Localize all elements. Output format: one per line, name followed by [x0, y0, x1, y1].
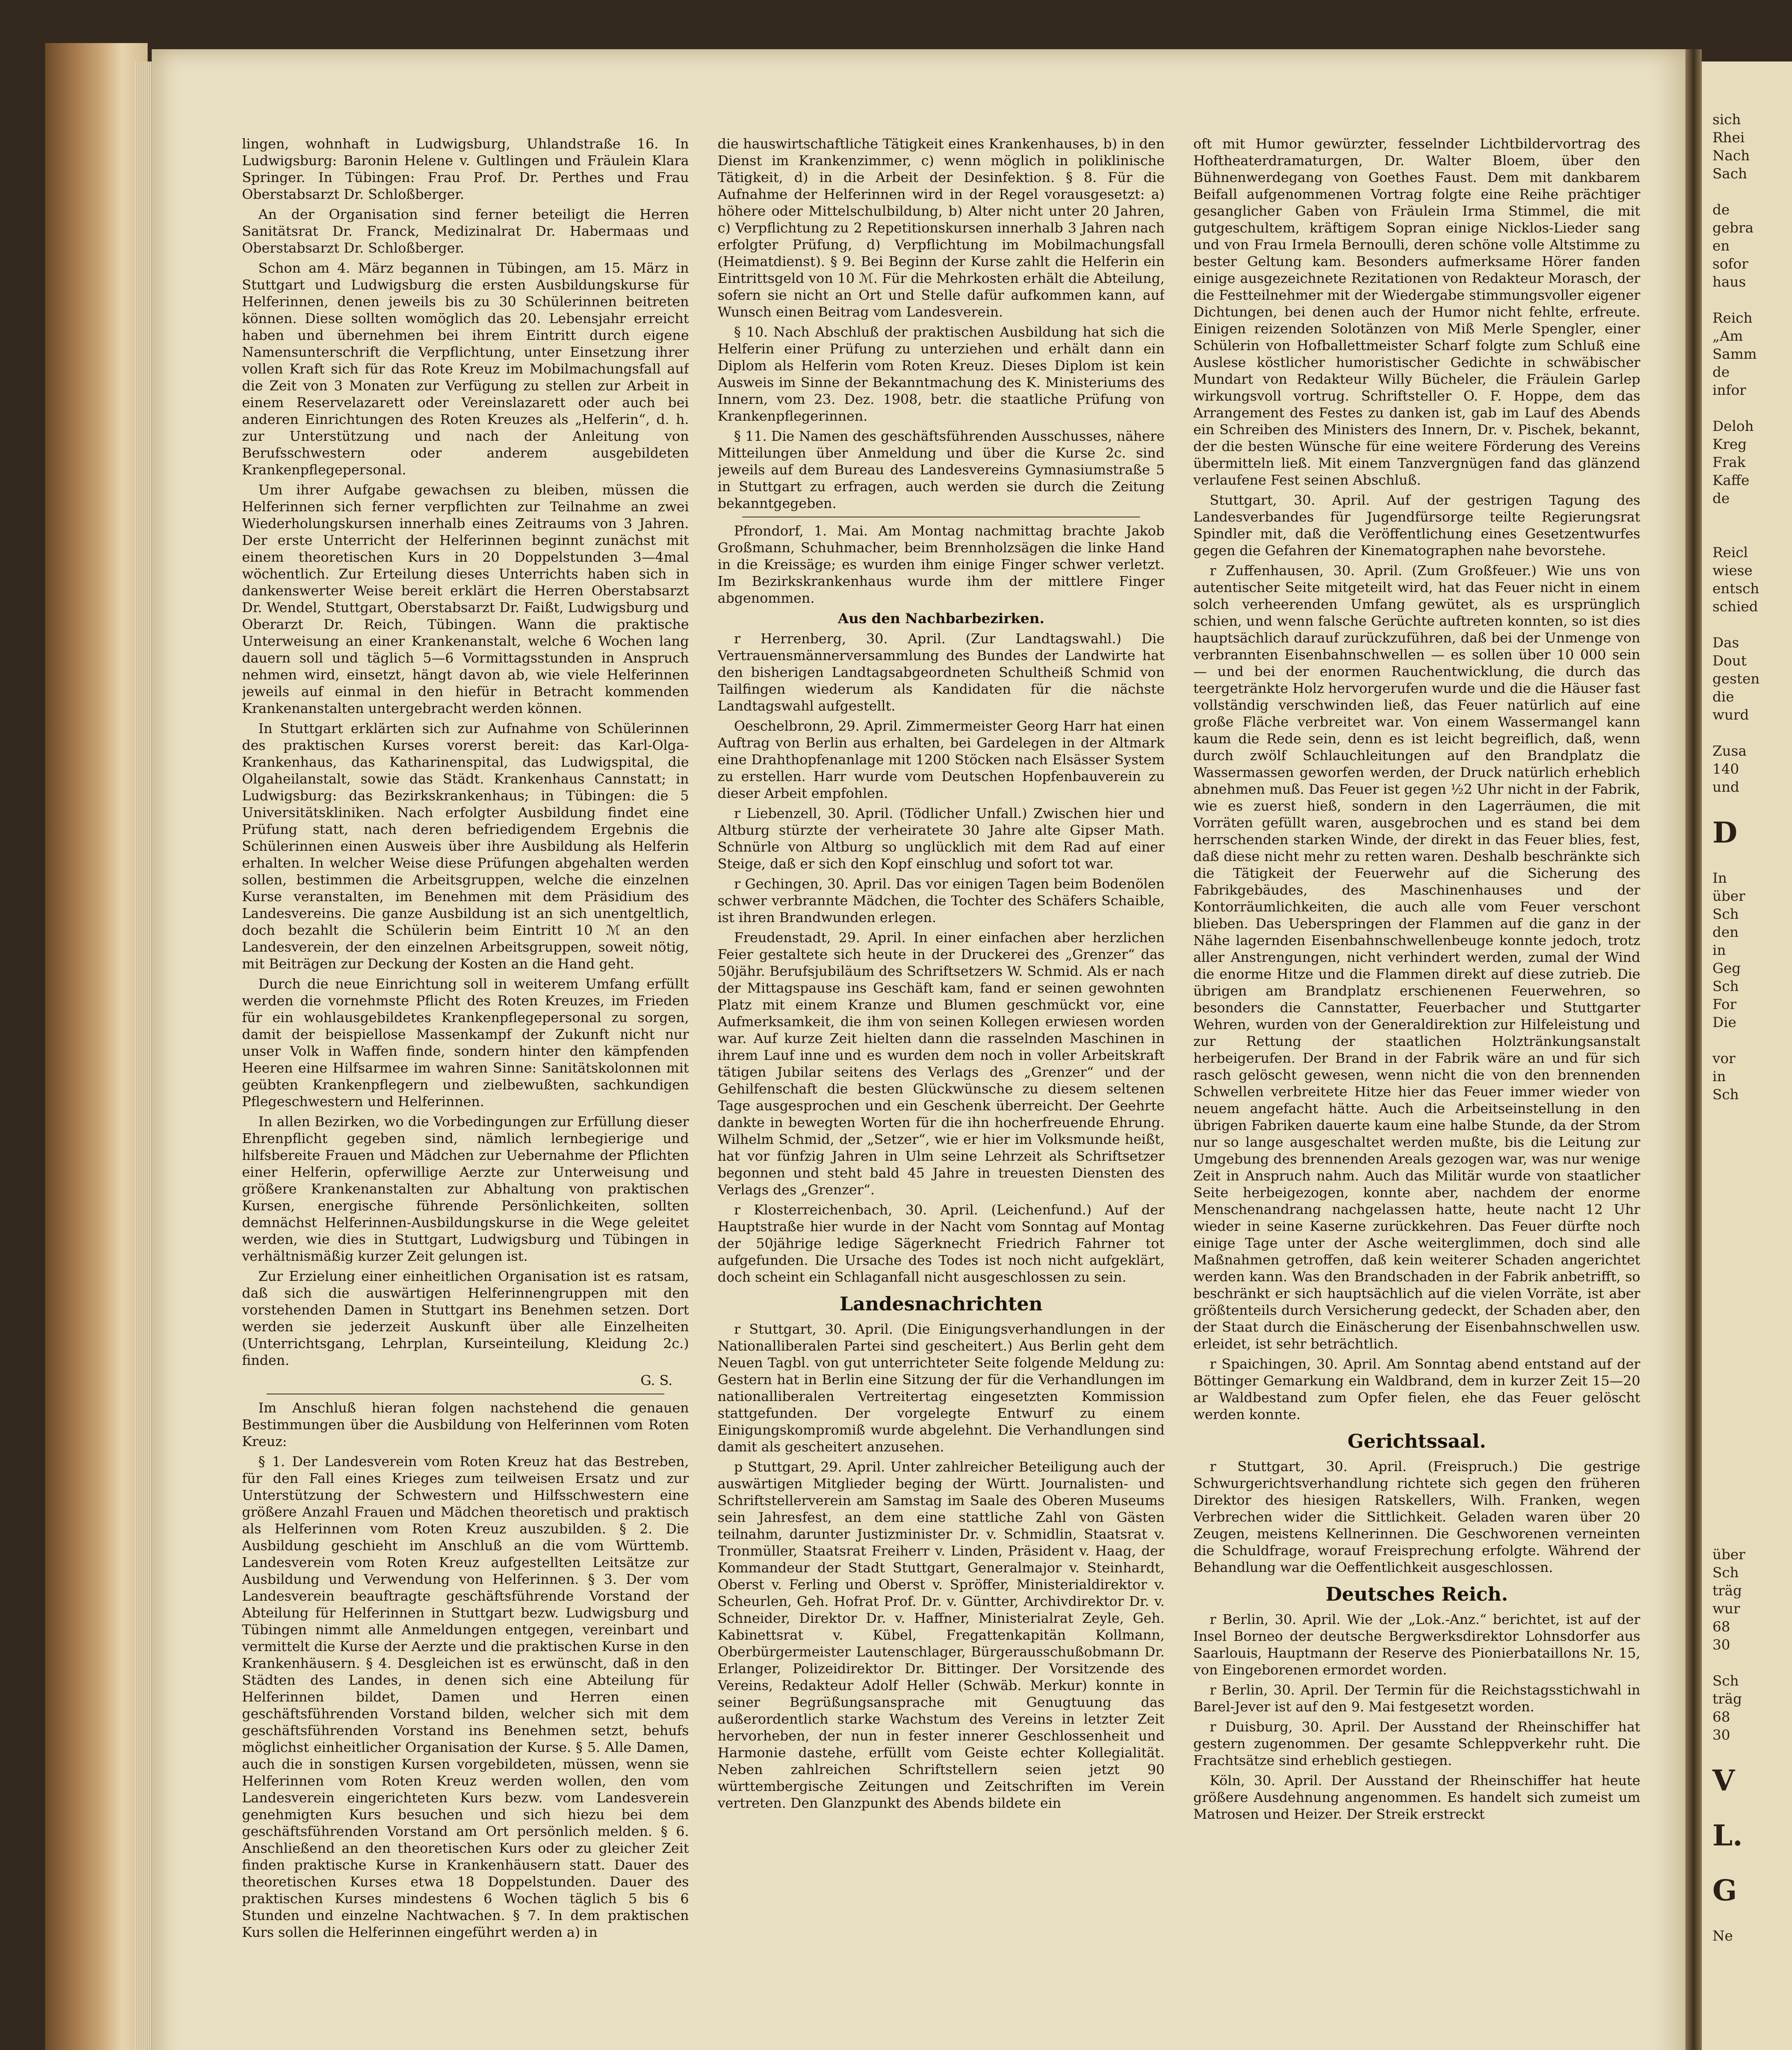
- facing-page-line: über: [1712, 1547, 1746, 1563]
- facing-page-line: Geg: [1712, 960, 1741, 977]
- facing-page-line: und: [1712, 779, 1740, 795]
- facing-page-line: gesten: [1712, 671, 1760, 687]
- facing-page-line: Samm: [1712, 346, 1757, 362]
- paragraph: § 11. Die Namen des geschäftsführenden Ausschusses, nähere Mitteilungen über Anmeldung und über die Kurse 2c. sind jeweils auf dem Bureau des Landesvereins Gymnasiumstraße 5 in Stuttgart zu erfragen, auch werden sie durch die Zeitung bekanntgegeben.: [718, 428, 1165, 511]
- facing-page-line: [1702, 724, 1792, 742]
- book-binding: [45, 43, 148, 2050]
- facing-page-line: in: [1712, 1068, 1726, 1085]
- signature-initials: G. S.: [640, 1372, 673, 1388]
- facing-page-line: träg: [1712, 1583, 1742, 1599]
- facing-page-line: vor: [1712, 1050, 1735, 1067]
- facing-page-line: den: [1712, 924, 1739, 941]
- facing-page-line: Sch: [1712, 978, 1739, 995]
- facing-page-line: Sch: [1712, 1673, 1739, 1689]
- facing-page-line: de: [1712, 364, 1730, 380]
- facing-page-line: V: [1712, 1763, 1735, 1797]
- facing-page-line: in: [1712, 942, 1726, 959]
- facing-page-fragment: [1702, 61, 1792, 2050]
- facing-page-line: sofor: [1712, 256, 1749, 272]
- section-heading-landesnachrichten: Landesnachrichten: [839, 1293, 1043, 1315]
- facing-page-line: G: [1712, 1873, 1737, 1907]
- paragraph: § 10. Nach Abschluß der praktischen Ausbildung hat sich die Helferin einer Prüfung zu unterziehen und erhält dann ein Diplom als Helferin vom Roten Kreuz. Dieses Diplom ist kein Ausweis im Sinne der Bekanntmachung des K. Ministeriums des Innern, vom 23. Dez. 1908, betr. die staatliche Prüfung von Krankenpflegerinnen.: [718, 324, 1165, 424]
- facing-page-line: de: [1712, 202, 1730, 218]
- paragraph: An der Organisation sind ferner beteiligt die Herren Sanitätsrat Dr. Franck, Medizinalrat Dr. Habermaas und Oberstabsarzt Dr. Schloßberger.: [242, 206, 689, 256]
- facing-page-line: infor: [1712, 382, 1746, 399]
- paragraph: In Stuttgart erklärten sich zur Aufnahme von Schülerinnen des praktischen Kurses vorerst bereit: das Karl-Olga-Krankenhaus, das Katharinenspital, das Ludwigspital, die Olgaheilanstalt, sowie das Städt. Krankenhaus Cannstatt; in Ludwigsburg: das Bezirkskrankenhaus; in Tübingen: die 5 Universitätskliniken. Nach erfolgter Ausbildung findet eine Prüfung statt, nach deren befriedigendem Ergebnis die Schülerinnen einen Ausweis über ihre Ausbildung als Helferin erhalten. In welcher Weise diese Prüfungen abgehalten werden sollen, bestimmen die Arbeitsgruppen, welche die einzelnen Kurse veranstalten, im Benehmen mit dem Präsidium des Landesvereins. Die ganze Ausbildung ist an sich unentgeltlich, doch bezahlt die Schülerin beim Eintritt 10 ℳ an den Landesverein, der den einzelnen Arbeitsgruppen, soweit nötig, mit Beiträgen zur Deckung der Kosten an die Hand geht.: [242, 720, 689, 972]
- facing-page-line: 68: [1712, 1709, 1730, 1725]
- facing-page-line: [1702, 851, 1792, 869]
- column-2: [718, 135, 1165, 2050]
- news-item: Stuttgart, 30. April. Auf der gestrigen Tagung des Landesverbandes für Jugendfürsorge teilte Regierungsrat Spindler mit, daß die Veröffentlichung eines Gesetzentwurfes gegen die Gefahren der Kinematographen nahe bevorstehe.: [1193, 492, 1640, 558]
- facing-page-line: [1702, 1744, 1745, 1762]
- facing-page-bottom-lines: [1702, 1546, 1745, 1945]
- news-item: p Stuttgart, 29. April. Unter zahlreicher Beteiligung auch der auswärtigen Mitglieder beging der Württ. Journalisten- und Schriftstellerverein am Samstag im Saale des Oberen Museums sein Jahresfest, an dem eine stattliche Zahl von Gästen teilnahm, darunter Justizminister Dr. v. Schmidlin, Staatsrat v. Tronmüller, Staatsrat Freiherr v. Linden, Präsident v. Haag, der Kommandeur der Stadt Stuttgart, Generalmajor v. Steinhardt, Oberst v. Ferling und Oberst v. Spröffer, Ministerialdirektor v. Scheurlen, Geh. Hofrat Prof. Dr. v. Güntter, Archivdirektor Dr. v. Schneider, Direktor Dr. v. Haffner, Ministerialrat Zeyle, Geh. Kabinettsrat v. Kübel, Fregattenkapitän Kollmann, Oberbürgermeister Lautenschlager, Bürgerausschußobmann Dr. Erlanger, Polizeidirektor Dr. Bittinger. Der Vorsitzende des Vereins, Redakteur Adolf Heller (Schwäb. Merkur) konnte in seiner Begrüßungsansprache mit Genugtuung das außerordentlich starke Wachstum des Vereins in letzter Zeit hervorheben, der nun in fester innerer Geschlossenheit und Harmonie dastehe, erfüllt vom Geiste echter Kollegialität. Neben zahlreichen Schriftstellern seien jetzt 90 württembergische Zeitungen und Zeitschriften im Verein vertreten. Den Glanzpunkt des Abends bildete ein: [718, 1459, 1165, 1811]
- facing-page-line: schied: [1712, 599, 1758, 615]
- facing-page-line: Reicl: [1712, 544, 1748, 561]
- paragraph: Schon am 4. März begannen in Tübingen, am 15. März in Stuttgart und Ludwigsburg die ersten Ausbildungskurse für Helferinnen, denen jeweils bis zu 30 Schülerinnen beitreten können. Diese sollten womöglich das 20. Lebensjahr erreicht haben und übernehmen bei ihrem Eintritt durch eigene Namensunterschrift die Verpflichtung, unter Einsetzung ihrer vollen Kraft sich für das Rote Kreuz im Mobilmachungsfall auf die Zeit von 3 Monaten zur Verfügung zu stellen zur Arbeit in einem Reservelazarett oder Vereinslazarett oder auch bei anderen Einrichtungen des Roten Kreuzes als „Helferin“, d. h. zur Unterstützung und nach der Anleitung von Berufsschwestern oder anderem ausgebildeten Krankenpflegepersonal.: [242, 260, 689, 478]
- facing-page-line: Das: [1712, 635, 1739, 651]
- facing-page-line: [1702, 1654, 1745, 1672]
- news-item: r Stuttgart, 30. April. (Freispruch.) Die gestrige Schwurgerichtsverhandlung richtete sich gegen den früheren Direktor des hiesigen Ratskellers, Wilh. Franken, wegen Verbrechen wider die Sittlichkeit. Geladen waren über 20 Zeugen, meistens Kellnerinnen. Die Geschworenen verneinten die Schuldfrage, worauf Freisprechung erfolgte. Während der Behandlung war die Oeffentlichkeit ausgeschlossen.: [1193, 1458, 1640, 1575]
- facing-page-line: [1702, 1032, 1792, 1050]
- facing-page-line: Nach: [1712, 148, 1750, 164]
- news-item: Oeschelbronn, 29. April. Zimmermeister Georg Harr hat einen Auftrag von Berlin aus erhalten, bei Gardelegen in der Altmark eine Drahthopfenanlage mit 1200 Stöcken nach Elsässer System zu erstellen. Harr wurde vom Deutschen Hopfenbauverein zu dieser Arbeit empfohlen.: [718, 718, 1165, 801]
- facing-page-line: Die: [1712, 1014, 1737, 1031]
- facing-page-line: [1702, 796, 1792, 814]
- facing-page-line: en: [1712, 238, 1730, 254]
- facing-page-line: [1702, 508, 1792, 526]
- section-heading-nachbarbezirke: Aus den Nachbarbezirken.: [838, 610, 1044, 627]
- facing-page-line: entsch: [1712, 581, 1760, 597]
- facing-page-line: haus: [1712, 274, 1746, 290]
- paragraph: oft mit Humor gewürzter, fesselnder Lichtbildervortrag des Hoftheaterdramaturgen, Dr. Walter Bloem, über den Bühnenwerdegang von Goethes Faust. Dem mit dankbarem Beifall aufgenommenen Vortrag folgte eine Reihe prächtiger gesanglicher Gaben von Fräulein Irma Stimmel, die mit gutgeschultem, kräftigem Sopran einige Nicklos-Lieder sang und von Frau Irmela Bernoulli, deren schöne volle Altstimme zu bester Geltung kam. Besonders aufmerksame Hörer fanden einige ausgezeichnete Rezitationen von Redakteur Morasch, der die Festteilnehmer mit der Wiedergabe stimmungsvoller eigener Dichtungen, bei denen auch der Humor nicht fehlte, erfreute. Einigen reizenden Solotänzen von Miß Merle Spengler, einer Schülerin von Hofballettmeister Scharf folgte zum Schluß eine Auslese köstlicher humoristischer Gedichte in schwäbischer Mundart von Redakteur Willy Bücheler, die Fräulein Garlep wirkungsvoll vortrug. Schriftsteller O. F. Hoppe, dem das Arrangement des Festes zu danken ist, gab im Lauf des Abends ein Schreiben des Ministers des Innern, Dr. v. Pischek, bekannt, der die besten Wünsche für eine weitere Förderung des Vereins übermitteln ließ. Mit einem Tanzvergnügen fand das glänzend verlaufene Fest seinen Abschluß.: [1193, 136, 1640, 488]
- facing-page-top-lines: [1702, 61, 1792, 1104]
- news-item: r Berlin, 30. April. Der Termin für die Reichstagsstichwahl in Barel-Jever ist auf den 9. Mai festgesetzt worden.: [1193, 1682, 1640, 1715]
- facing-page-line: Kreg: [1712, 436, 1747, 453]
- paragraph: In allen Bezirken, wo die Vorbedingungen zur Erfüllung dieser Ehrenpflicht gegeben sind, nämlich lernbegierige und hilfsbereite Frauen und Mädchen zur Uebernahme der Pflichten einer Helferin, opferwillige Aerzte zur Unterweisung und größere Krankenanstalten zur Abhaltung von praktischen Kursen, energische führende Persönlichkeiten, sollten demnächst Helferinnen-Ausbildungskurse in die Wege geleitet werden, wie dies in Stuttgart, Ludwigsburg und Tübingen in verhältnismäßig kurzer Zeit gelungen ist.: [242, 1114, 689, 1264]
- facing-page-line: Frak: [1712, 454, 1746, 471]
- facing-page-line: Dout: [1712, 653, 1747, 669]
- facing-page-line: Sch: [1712, 1086, 1739, 1103]
- facing-page-line: Ne: [1712, 1928, 1733, 1944]
- facing-page-line: de: [1712, 490, 1730, 507]
- news-item: r Stuttgart, 30. April. (Die Einigungsverhandlungen in der Nationalliberalen Partei sind gescheitert.) Aus Berlin geht dem Neuen Tagbl. von gut unterrichteter Seite folgende Meldung zu: Gestern hat in Berlin eine Sitzung der für die Verhandlungen im nationalliberalen Vertreitertag eingesetzten Kommission stattgefunden. Der vorgelegte Entwurf zu einem Einigungskompromiß wurde abgelehnt. Die Verhandlungen sind damit als gescheitert anzusehen.: [718, 1321, 1165, 1455]
- facing-page-line: [1702, 291, 1792, 309]
- news-item: r Zuffenhausen, 30. April. (Zum Großfeuer.) Wie uns von autentischer Seite mitgeteilt wird, hat das Feuer nicht in einem solch verheerenden Umfang gewütet, als es ursprünglich schien, und wenn falsche Gerüchte auftreten konnten, so ist dies hauptsächlich darauf zurückzuführen, daß bei der Unmenge von verbrannten Eisenbahnschwellen — es sollen über 10 000 sein — und bei der enormen Rauchentwicklung, die durch das teergetränkte Holz hervorgerufen wurde und die die Häuser fast vollständig verschwinden ließ, das Feuer natürlich auf eine große Fläche verbreitet war. Von einem Wassermangel kann kaum die Rede sein, denn es ist leicht begreiflich, daß, wenn durch zwölf Schlauchleitungen auf den Brandplatz die Wassermassen geworfen werden, der Druck natürlich erheblich abnehmen muß. Das Feuer ist gegen ½2 Uhr nicht in der Fabrik, wie es zuerst hieß, sondern in den Lagerräumen, die mit Vorräten gefüllt waren, ausgebrochen und es stand bei dem herrschenden starken Winde, der direkt in das Feuer blies, fest, daß diese nicht mehr zu retten waren. Deshalb beschränkte sich die Tätigkeit der Feuerwehr auf die Sicherung des Fabrikgebäudes, des Maschinenhauses und der Kontorräumlichkeiten, die auch alle vom Feuer verschont blieben. Das Ueberspringen der Flammen auf die ganz in der Nähe lagernden Eisenbahnschwellenbeuge konnte jedoch, trotz aller Anstrengungen, nicht verhindert werden, zumal der Wind die enorme Hitze und die Flammen direkt auf diese zutrieb. Die übrigen am Brandplatz erschienenen Feuerwehren, so besonders die Cannstatter, Feuerbacher und Stuttgarter Wehren, wurden von der Generaldirektion zur Hilfeleistung und zur Rettung der staatlichen Holztränkungsanstalt herbeigerufen. Der Brand in der Fabrik wäre an und für sich rasch gelöscht gewesen, wenn nicht die von den brennenden Schwellen verbreitete Hitze hier das Feuer immer wieder von neuem angefacht hätte. Auch die Arbeitseinstellung in den übrigen Fabriken dauerte kaum eine halbe Stunde, da der Strom nur so lange ausgeschaltet werden mußte, bis die Leitung zur Umgebung des brennenden Areals gezogen war, was nur wenige Zeit in Anspruch nahm. Auch das Militär wurde von staatlicher Seite herbeigezogen, konnte aber, nachdem der enorme Menschenandrang nachgelassen hatte, heute nacht 12 Uhr wieder in seine Kaserne zurückkehren. Das Feuer dürfte noch einige Tage unter der Asche weiterglimmen, doch sind alle Maßnahmen getroffen, daß kein weiterer Schaden angerichtet werden kann. Was den Brandschaden in der Fabrik anbetrifft, so beschränkt er sich hauptsächlich auf die vielen Vorräte, ist aber größtenteils durch Versicherung gedeckt, der Schaden aber, den der Staat durch die Einäscherung der Eisenbahnschwellen usw. erleidet, ist sehr beträchtlich.: [1193, 563, 1640, 1352]
- facing-page-line: In: [1712, 870, 1727, 886]
- paragraph: Im Anschluß hieran folgen nachstehend die genauen Bestimmungen über die Ausbildung von Helferinnen vom Roten Kreuz:: [242, 1400, 689, 1449]
- facing-page-line: Sch: [1712, 906, 1739, 922]
- paragraph: Um ihrer Aufgabe gewachsen zu bleiben, müssen die Helferinnen sich ferner verpflichten zur Teilnahme an zwei Wiederholungskursen innerhalb eines Zeitraums von 3 Jahren. Der erste Unterricht der Helferinnen beginnt zunächst mit einem theoretischen Kurs in 20 Doppelstunden 3—4mal wöchentlich. Zur Erteilung dieses Unterrichts haben sich in dankenswerter Weise bereit erklärt die Herren Oberstabsarzt Dr. Wendel, Stuttgart, Oberstabsarzt Dr. Faißt, Ludwigsburg und Oberarzt Dr. Reich, Tübingen. Wann die praktische Unterweisung an einer Krankenanstalt, welche 6 Wochen lang dauern soll und täglich 5—6 Vormittagsstunden in Anspruch nehmen wird, einsetzt, hängt davon ab, wie viele Helferinnen jeweils auf einmal in den hiefür in Betracht kommenden Krankenanstalten untergebracht werden können.: [242, 482, 689, 716]
- paragraph: lingen, wohnhaft in Ludwigsburg, Uhlandstraße 16. In Ludwigsburg: Baronin Helene v. Gultlingen und Fräulein Klara Springer. In Tübingen: Frau Prof. Dr. Perthes und Frau Oberstabsarzt Dr. Schloßberger.: [242, 136, 689, 202]
- news-item: Pfrondorf, 1. Mai. Am Montag nachmittag brachte Jakob Großmann, Schuhmacher, beim Brennholzsägen die linke Hand in die Kreissäge; es wurden ihm einige Finger schwer verletzt. Im Bezirkskrankenhaus wurde ihm der mittlere Finger abgenommen.: [718, 523, 1165, 606]
- facing-page-line: wurd: [1712, 707, 1749, 723]
- facing-page-line: Sch: [1712, 1565, 1739, 1581]
- facing-page-line: L.: [1712, 1818, 1743, 1852]
- facing-page-line: Rhei: [1712, 130, 1745, 146]
- facing-page-line: [1702, 526, 1792, 544]
- facing-page-line: [1702, 1854, 1745, 1872]
- news-item: r Duisburg, 30. April. Der Ausstand der Rheinschiffer hat gestern zugenommen. Der gesamte Schleppverkehr ruht. Die Frachtsätze sind erheblich gestiegen.: [1193, 1719, 1640, 1768]
- facing-page-line: 68: [1712, 1619, 1730, 1635]
- paragraph: Zur Erzielung einer einheitlichen Organisation ist es ratsam, daß sich die auswärtigen Helferinnengruppen mit den vorstehenden Damen in Stuttgart ins Benehmen setzen. Dort werden sie jederzeit Auskunft über alle Einzelheiten (Unterrichtsgang, Lehrplan, Kurseinteilung, Kleidung 2c.) finden.: [242, 1268, 689, 1368]
- news-item: r Herrenberg, 30. April. (Zur Landtagswahl.) Die Vertrauensmännerversammlung des Bundes der Landwirte hat den bisherigen Landtagsabgeordneten Schultheiß Schmid von Tailfingen wiederum als Kandidaten für die nächste Landtagswahl aufgestellt.: [718, 631, 1165, 714]
- facing-page-line: 30: [1712, 1727, 1730, 1743]
- paragraph: die hauswirtschaftliche Tätigkeit eines Krankenhauses, b) in den Dienst im Krankenzimmer, c) wenn möglich in poliklinische Tätigkeit, d) in die Arbeit der Desinfektion. § 8. Für die Aufnahme der Helferinnen wird in der Regel vorausgesetzt: a) höhere oder Mittelschulbildung, b) Alter nicht unter 20 Jahren, c) Verpflichtung zu 2 Repetitionskursen innerhalb 3 Jahren nach erfolgter Prüfung, d) Verpflichtung im Mobilmachungsfall (Heimatdienst). § 9. Bei Beginn der Kurse zahlt die Helferin ein Eintrittsgeld von 10 ℳ. Für die Mehrkosten erhält die Abteilung, sofern sie nicht an Ort und Stelle dafür aufkommen kann, auf Wunsch einen Beitrag vom Landesverein.: [718, 136, 1165, 320]
- news-item: r Gechingen, 30. April. Das vor einigen Tagen beim Bodenölen schwer verbrannte Mädchen, die Tochter des Schäfers Schaible, ist ihren Brandwunden erlegen.: [718, 876, 1165, 925]
- facing-page-line: wur: [1712, 1601, 1740, 1617]
- column-1: [242, 135, 689, 2050]
- news-item: r Klosterreichenbach, 30. April. (Leichenfund.) Auf der Hauptstraße hier wurde in der Nacht vom Sonntag auf Montag der 50jährige ledige Sägerknecht Friedrich Fahrner tot aufgefunden. Die Ursache des Todes ist noch nicht aufgeklärt, doch scheint ein Schlaganfall nicht ausgeschlossen zu sein.: [718, 1202, 1165, 1285]
- facing-page-line: Deloh: [1712, 418, 1754, 435]
- facing-page-line: Reich: [1712, 310, 1753, 326]
- facing-page-line: D: [1712, 815, 1737, 850]
- paragraph: Durch die neue Einrichtung soll in weiterem Umfang erfüllt werden die vornehmste Pflicht des Roten Kreuzes, im Frieden für ein wohlausgebildetes Krankenpflegepersonal zu sorgen, damit der beispiellose Massenkampf der Zukunft nicht nur unser Volk in Waffen finde, sondern hinter den kämpfenden Heeren eine Hilfsarmee im wahren Sinne: Sanitätskolonnen mit geübten Krankenpflegern und zielbewußten, sachkundigen Pflegeschwestern und Helferinnen.: [242, 976, 689, 1109]
- book-gutter: [1685, 49, 1702, 2050]
- facing-page-line: wiese: [1712, 563, 1753, 579]
- facing-page-line: [1702, 183, 1792, 201]
- facing-page-line: [1702, 1799, 1745, 1817]
- facing-page-line: „Am: [1712, 328, 1743, 344]
- facing-page-line: 140: [1712, 761, 1739, 777]
- section-heading-gerichtssaal: Gerichtssaal.: [1347, 1430, 1486, 1452]
- facing-page-line: über: [1712, 888, 1746, 904]
- facing-page-line: [1702, 616, 1792, 634]
- facing-page-line: Zusa: [1712, 743, 1747, 759]
- facing-page-line: Kaffe: [1712, 472, 1749, 489]
- news-item: r Berlin, 30. April. Wie der „Lok.-Anz.“ berichtet, ist auf der Insel Borneo der deutsche Bergwerksdirektor Lohnsdorfer aus Saarlouis, Hauptmann der Reserve des Pionierbataillons Nr. 15, von Eingeborenen ermordet worden.: [1193, 1611, 1640, 1678]
- facing-page-line: Sach: [1712, 166, 1747, 182]
- facing-page-line: [1702, 399, 1792, 417]
- facing-page-line: 30: [1712, 1637, 1730, 1653]
- news-item: r Liebenzell, 30. April. (Tödlicher Unfall.) Zwischen hier und Altburg stürzte der verheiratete 30 Jahre alte Gipser Math. Schnürle von Altburg so unglücklich mit dem Rad auf einer Steige, daß er sich den Kopf einschlug und sofort tot war.: [718, 805, 1165, 872]
- column-3: [1193, 135, 1640, 2050]
- facing-page-line: die: [1712, 689, 1734, 705]
- facing-page-line: For: [1712, 996, 1737, 1013]
- page-stack-edge: [135, 61, 152, 2050]
- paragraph: § 1. Der Landesverein vom Roten Kreuz hat das Bestreben, für den Fall eines Krieges zum teilweisen Ersatz und zur Unterstützung der Schwestern und Hilfsschwestern eine größere Anzahl Frauen und Mädchen theoretisch und praktisch als Helferinnen vom Roten Kreuz auszubilden. § 2. Die Ausbildung geschieht im Anschluß an die vom Württemb. Landesverein vom Roten Kreuz aufgestellten Leitsätze zur Ausbildung und Verwendung von Helferinnen. § 3. Der vom Landesverein beauftragte geschäftsführende Vorstand der Abteilung für Helferinnen in Stuttgart bezw. Ludwigsburg und Tübingen nimmt alle Anmeldungen entgegen, vereinbart und vermittelt die Kurse der Aerzte und die praktischen Kurse in den Krankenhäusern. § 4. Desgleichen ist es erwünscht, daß in den Städten des Landes, in denen sich eine Abteilung für Helferinnen bildet, Damen und Herren einen geschäftsführenden Vorstand bilden, welcher sich mit dem geschäftsführenden Vorstand ins Benehmen setzt, behufs möglichst einheitlicher Organisation der Kurse. § 5. Alle Damen, auch die in sonstigen Kursen vorgebildeten, müssen, wenn sie Helferinnen vom Roten Kreuz werden wollen, den vom Landesverein eingerichteten Kurs bezw. vom Landesverein genehmigten Kurs besuchen und sich hiezu bei dem geschäftsführenden Vorstand am Ort persönlich melden. § 6. Anschließend an den theoretischen Kurs oder zu gleicher Zeit finden praktische Kurse in Krankenhäusern statt. Dauer des theoretischen Kurses etwa 18 Doppelstunden. Dauer des praktischen Kurses mindestens 6 Wochen täglich 5 bis 6 Stunden und einzelne Nachtwachen. § 7. In dem praktischen Kurs sollen die Helferinnen eingeführt werden a) in: [242, 1453, 689, 1940]
- facing-page-line: [1702, 1909, 1745, 1927]
- text-columns: [242, 135, 1657, 2050]
- facing-page-line: gebra: [1712, 220, 1754, 236]
- facing-page-line: sich: [1712, 112, 1741, 128]
- news-item: Freudenstadt, 29. April. In einer einfachen aber herzlichen Feier gestaltete sich heute in der Druckerei des „Grenzer“ das 50jähr. Berufsjubiläum des Schriftsetzers W. Schmid. Als er nach der Mittagspause ins Geschäft kam, fand er seinen gewohnten Platz mit einem Kranze und Blumen geschmückt vor, eine Aufmerksamkeit, die ihm von seinen Kollegen erwiesen worden war. Auf kurze Zeit hielten dann die rasselnden Maschinen in ihrem Lauf inne und es wurden dem noch in voller Arbeitskraft tätigen Jubilar seitens des Verlags des „Grenzer“ und der Gehilfenschaft die besten Glückwünsche zu diesem seltenen Tage ausgesprochen und ein Geschenk überreicht. Der Geehrte dankte in bewegten Worten für die ihn hocherfreuende Ehrung. Wilhelm Schmid, der „Setzer“, wie er hier im Volksmunde heißt, hat vor fünfzig Jahren in Ulm seine Lehrzeit als Schriftsetzer begonnen und steht bald 45 Jahre in treuesten Diensten des Verlags des „Grenzer“.: [718, 929, 1165, 1198]
- news-item: r Spaichingen, 30. April. Am Sonntag abend entstand auf der Böttinger Gemarkung ein Waldbrand, dem in kurzer Zeit 15—20 ar Waldbestand zum Opfer fielen, ehe das Feuer gelöscht werden konnte.: [1193, 1356, 1640, 1422]
- section-heading-deutsches-reich: Deutsches Reich.: [1325, 1583, 1508, 1605]
- facing-page-line: träg: [1712, 1691, 1742, 1707]
- news-item: Köln, 30. April. Der Ausstand der Rheinschiffer hat heute größere Ausdehnung angenommen. Es handelt sich zumeist um Matrosen und Heizer. Der Streik erstreckt: [1193, 1772, 1640, 1822]
